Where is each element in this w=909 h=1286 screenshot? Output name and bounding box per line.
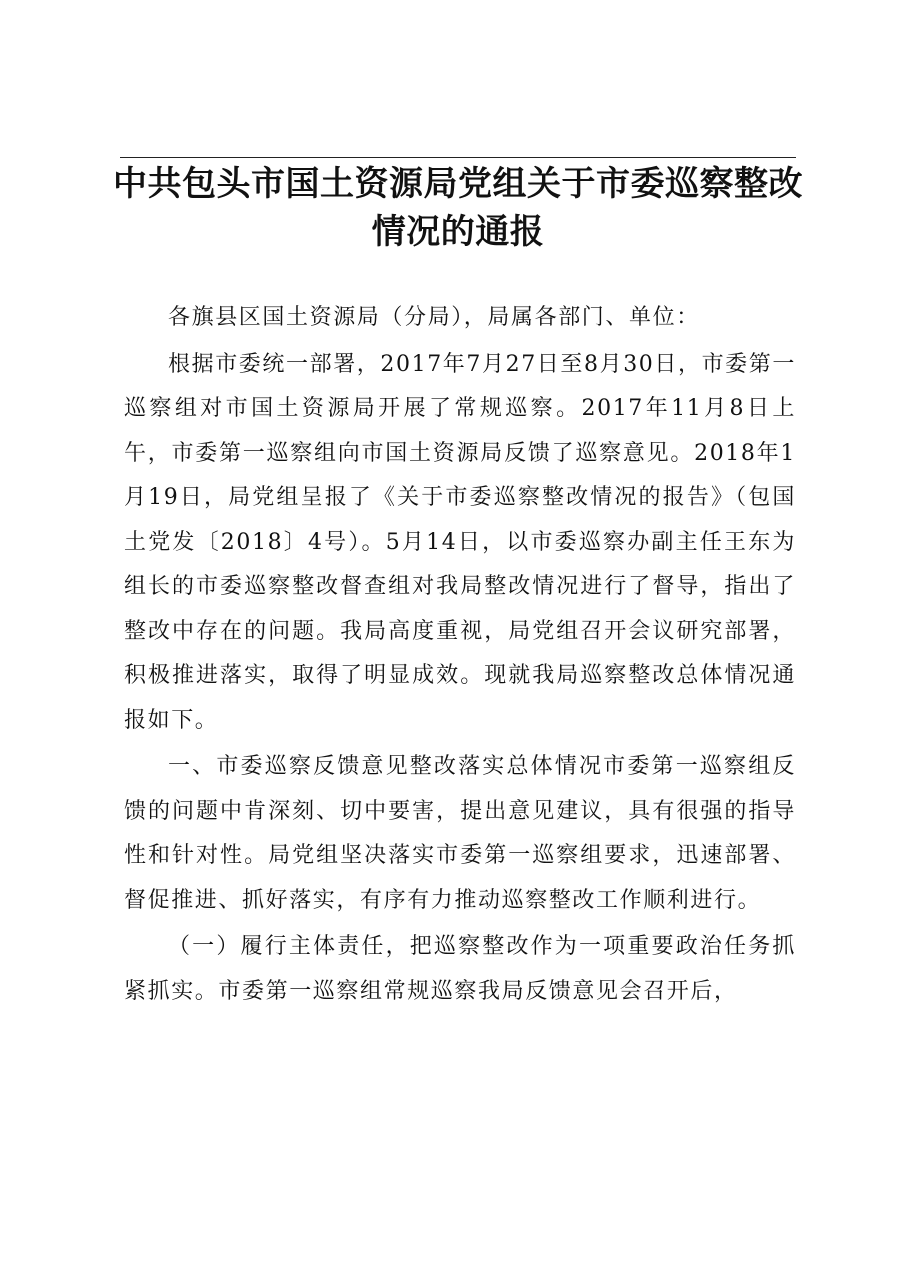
title-line-2: 情况的通报: [371, 212, 545, 252]
title-line-1: 中共包头市国土资源局党组关于市委巡察整改: [113, 164, 803, 204]
header-rule: [120, 157, 796, 158]
document-title: [110, 160, 806, 256]
paragraph-subsection-1: （一）履行主体责任，把巡察整改作为一项重要政治任务抓紧抓实。市委第一巡察组常规巡察我局反馈意见会召开后，: [124, 934, 796, 1004]
paragraph-intro: 根据市委统一部署，2017年7月27日至8月30日，市委第一巡察组对市国土资源局开展了常规巡察。2017年11月8日上午，市委第一巡察组向市国土资源局反馈了巡察意见。2018年1月19日，局党组呈报了《关于市委巡察整改情况的报告》（包国土党发〔2018〕4号）。5月14日，以市委巡察办副主任王东为组长的市委巡察整改督查组对我局整改情况进行了督导，指出了整改中存在的问题。我局高度重视，局党组召开会议研究部署，积极推进落实，取得了明显成效。现就我局巡察整改总体情况通报如下。: [124, 351, 796, 733]
salutation: 各旗县区国土资源局（分局），局属各部门、单位：: [168, 305, 700, 330]
document-body: [124, 296, 796, 1016]
paragraph-section-1: 一、市委巡察反馈意见整改落实总体情况市委第一巡察组反馈的问题中肯深刻、切中要害，提出意见建议，具有很强的指导性和针对性。局党组坚决落实市委第一巡察组要求，迅速部署、督促推进、抓好落实，有序有力推动巡察整改工作顺利进行。: [124, 754, 796, 913]
